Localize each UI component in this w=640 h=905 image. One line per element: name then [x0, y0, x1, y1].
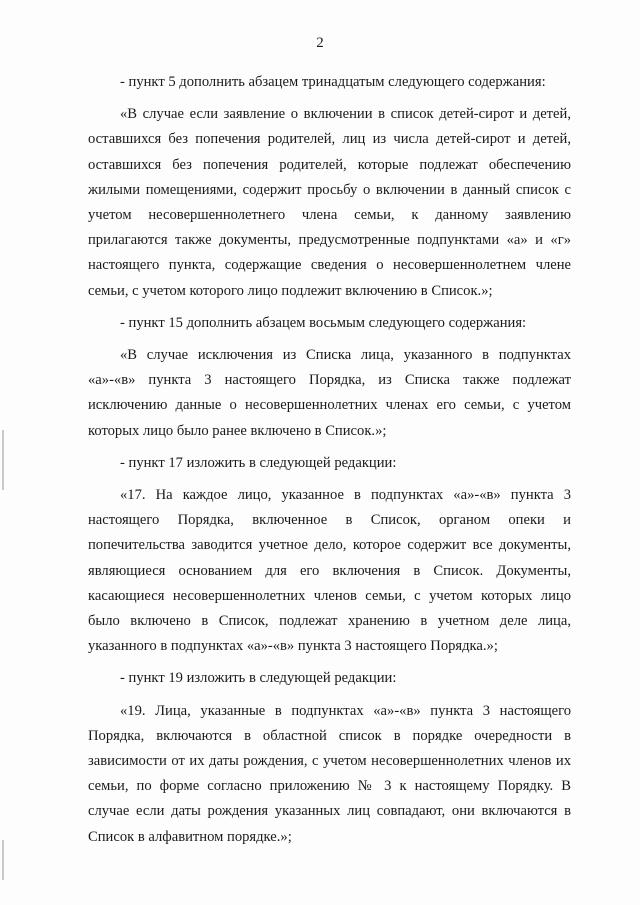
paragraph-line: Список в алфавитном порядке.»; [88, 828, 292, 845]
paragraph-line: исключению данные о несовершеннолетних членах его семьи, с учетом [88, 397, 571, 414]
paragraph-line: случае если даты рождения указанных лиц совпадают, они включаются в [88, 803, 571, 820]
scan-margin-mark [2, 840, 4, 880]
paragraph-line: касающиеся несовершеннолетних членов семьи, с учетом которых лицо [88, 587, 571, 604]
paragraph-item-5-text [88, 102, 571, 304]
paragraph-line: прилагаются также документы, предусмотренные подпунктами «а» и «г» [88, 232, 571, 249]
paragraph-line: - пункт 5 дополнить абзацем тринадцатым следующего содержания: [120, 74, 546, 90]
paragraph-item-19-text [88, 699, 571, 850]
paragraph-amendment-item-15 [88, 311, 571, 336]
paragraph-item-17-text [88, 483, 571, 659]
paragraph-line: семьи, с учетом которого лицо подлежит включению в Список.»; [88, 282, 493, 299]
paragraph-line: - пункт 15 дополнить абзацем восьмым следующего содержания: [120, 314, 527, 331]
paragraph-line: которых лицо было ранее включено в Список.»; [88, 422, 387, 439]
paragraph-line: попечительства заводится учетное дело, которое содержит все документы, [88, 537, 571, 554]
page-number: 2 [316, 35, 324, 51]
paragraph-line: учетом несовершеннолетнего члена семьи, к данному заявлению [88, 207, 571, 224]
document-body [88, 70, 571, 850]
paragraph-item-15-text [88, 343, 571, 444]
paragraph-line: «В случае исключения из Списка лица, указанного в подпунктах [120, 347, 571, 364]
paragraph-line: оставшихся без попечения родителей, которые подлежат обеспечению [88, 156, 571, 173]
paragraph-line: оставшихся без попечения родителей, лиц из числа детей-сирот и детей, [88, 131, 571, 148]
scan-margin-mark [2, 430, 4, 490]
paragraph-line: было включено в Список, подлежат хранению в учетном деле лица, [88, 613, 571, 630]
paragraph-line: Порядка, включаются в областной список в порядке очередности в [88, 727, 571, 744]
paragraph-amendment-item-19 [88, 666, 571, 691]
paragraph-amendment-item-5 [88, 70, 571, 95]
paragraph-line: являющиеся основанием для его включения в Список. Документы, [88, 562, 571, 579]
paragraph-line: «19. Лица, указанные в подпунктах «а»-«в» пункта 3 настоящего [120, 702, 571, 719]
paragraph-amendment-item-17 [88, 451, 571, 476]
paragraph-line: - пункт 19 изложить в следующей редакции: [120, 670, 397, 687]
paragraph-line: настоящего Порядка, включенное в Список, органом опеки и [88, 512, 571, 529]
paragraph-line: семьи, по форме согласно приложению № 3 к настоящему Порядку. В [88, 778, 571, 795]
paragraph-line: «17. На каждое лицо, указанное в подпунктах «а»-«в» пункта 3 [120, 487, 571, 504]
paragraph-line: «В случае если заявление о включении в список детей-сирот и детей, [120, 106, 571, 123]
paragraph-line: настоящего пункта, содержащие сведения о несовершеннолетнем члене [88, 257, 571, 274]
paragraph-line: жилыми помещениями, содержит просьбу о включении в данный список с [88, 181, 571, 198]
paragraph-line: указанного в подпунктах «а»-«в» пункта 3 настоящего Порядка.»; [88, 638, 498, 655]
paragraph-line: «а»-«в» пункта 3 настоящего Порядка, из Списка также подлежат [88, 372, 571, 389]
paragraph-line: - пункт 17 изложить в следующей редакции: [120, 454, 397, 471]
paragraph-line: зависимости от их даты рождения, с учетом несовершеннолетних членов их [88, 753, 571, 770]
